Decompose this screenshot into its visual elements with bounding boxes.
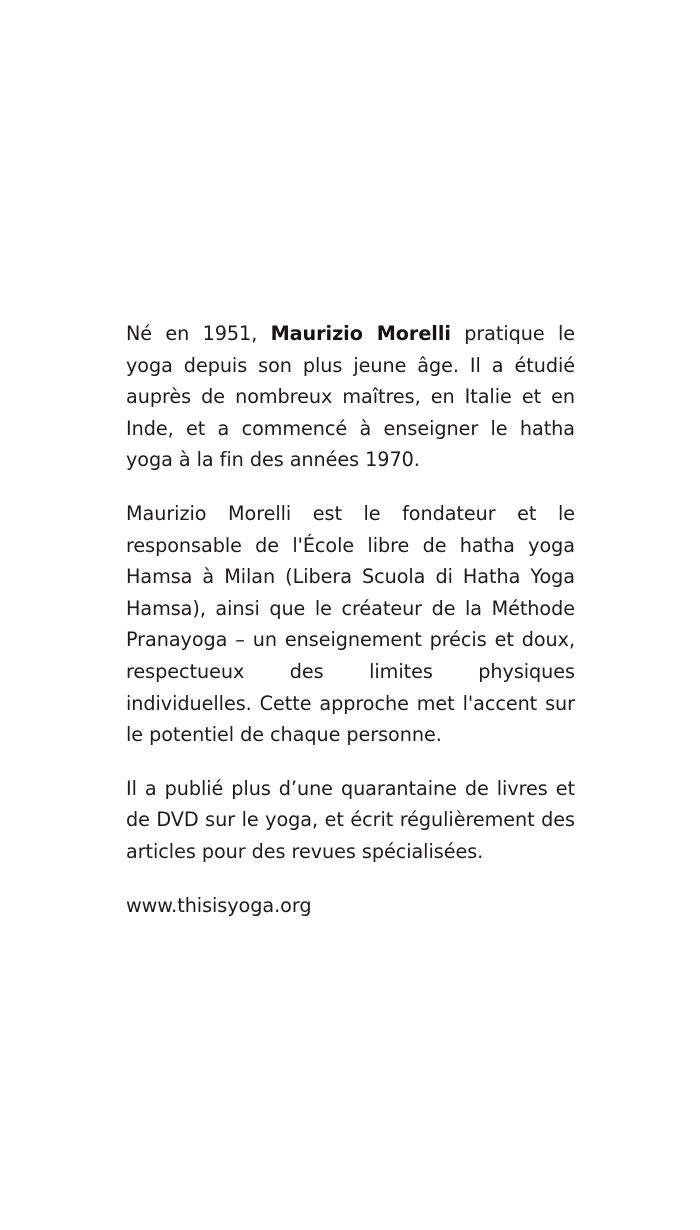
website-url[interactable]: www.thisisyoga.org [126, 893, 312, 917]
text-run: Il a publié plus d’une quarantaine de livres et de DVD sur le yoga, et écrit régulièrement des articles pour des revues spécialisées. [126, 776, 575, 863]
body-text-column [126, 318, 575, 921]
text-run: Né en 1951, [126, 322, 271, 345]
text-run: Maurizio Morelli est le fondateur et le responsable de l'École libre de hatha yoga Hamsa à Milan (Libera Scuola di Hatha Yoga Hamsa), ainsi que le créateur de la Méthode Pranayoga – un enseignement précis et doux, respectueux des limites physiques individuelles. Cette approche met l'accent sur le potentiel de chaque personne. [126, 501, 575, 747]
paragraph-bio-publications [126, 773, 575, 868]
text-run: pratique le yoga depuis son plus jeune âge. Il a étudié auprès de nombreux maîtres, en Italie et en Inde, et a commencé à enseigner le hatha yoga à la fin des années 1970. [126, 322, 575, 472]
author-name-emphasis: Maurizio Morelli [270, 322, 451, 345]
paragraph-bio-intro [126, 318, 575, 476]
paragraph-bio-school [126, 498, 575, 751]
